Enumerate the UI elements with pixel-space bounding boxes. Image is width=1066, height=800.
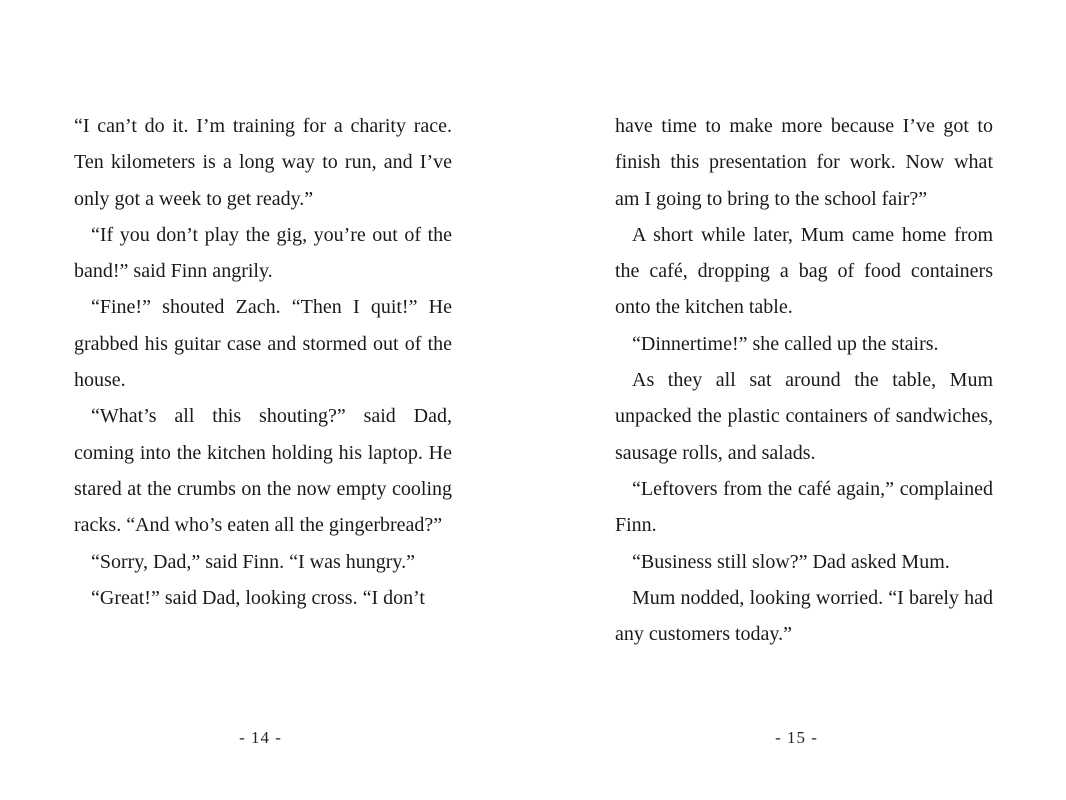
paragraph: A short while later, Mum came home from the café, dropping a bag of food containers onto the kitchen table.	[615, 223, 993, 319]
paragraph: “Business still slow?” Dad asked Mum.	[632, 550, 950, 573]
paragraph: have time to make more because I’ve got to finish this presentation for work. Now what am I going to bring to the school fair?”	[615, 115, 993, 210]
page-number: - 15 -	[775, 728, 818, 747]
paragraph: “Sorry, Dad,” said Finn. “I was hungry.”	[91, 550, 415, 573]
left-page-text	[74, 108, 452, 616]
paragraph: “Fine!” shouted Zach. “Then I quit!” He grabbed his guitar case and stormed out of the house.	[74, 296, 452, 392]
right-page	[533, 0, 1066, 800]
page-number: - 14 -	[239, 728, 282, 747]
paragraph: “Leftovers from the café again,” complained Finn.	[615, 477, 993, 537]
paragraph: “What’s all this shouting?” said Dad, coming into the kitchen holding his laptop. He stared at the crumbs on the now empty cooling racks. “And who’s eaten all the gingerbread?”	[74, 405, 452, 537]
paragraph: “If you don’t play the gig, you’re out of the band!” said Finn angrily.	[74, 223, 452, 283]
paragraph: As they all sat around the table, Mum unpacked the plastic containers of sandwiches, sausage rolls, and salads.	[615, 369, 993, 464]
paragraph: “I can’t do it. I’m training for a charity race. Ten kilometers is a long way to run, and I’ve only got a week to get ready.”	[74, 115, 452, 210]
paragraph: Mum nodded, looking worried. “I barely had any customers today.”	[615, 586, 993, 646]
right-page-text	[615, 108, 993, 652]
paragraph: “Great!” said Dad, looking cross. “I don’t	[91, 586, 425, 609]
paragraph: “Dinnertime!” she called up the stairs.	[632, 332, 939, 355]
